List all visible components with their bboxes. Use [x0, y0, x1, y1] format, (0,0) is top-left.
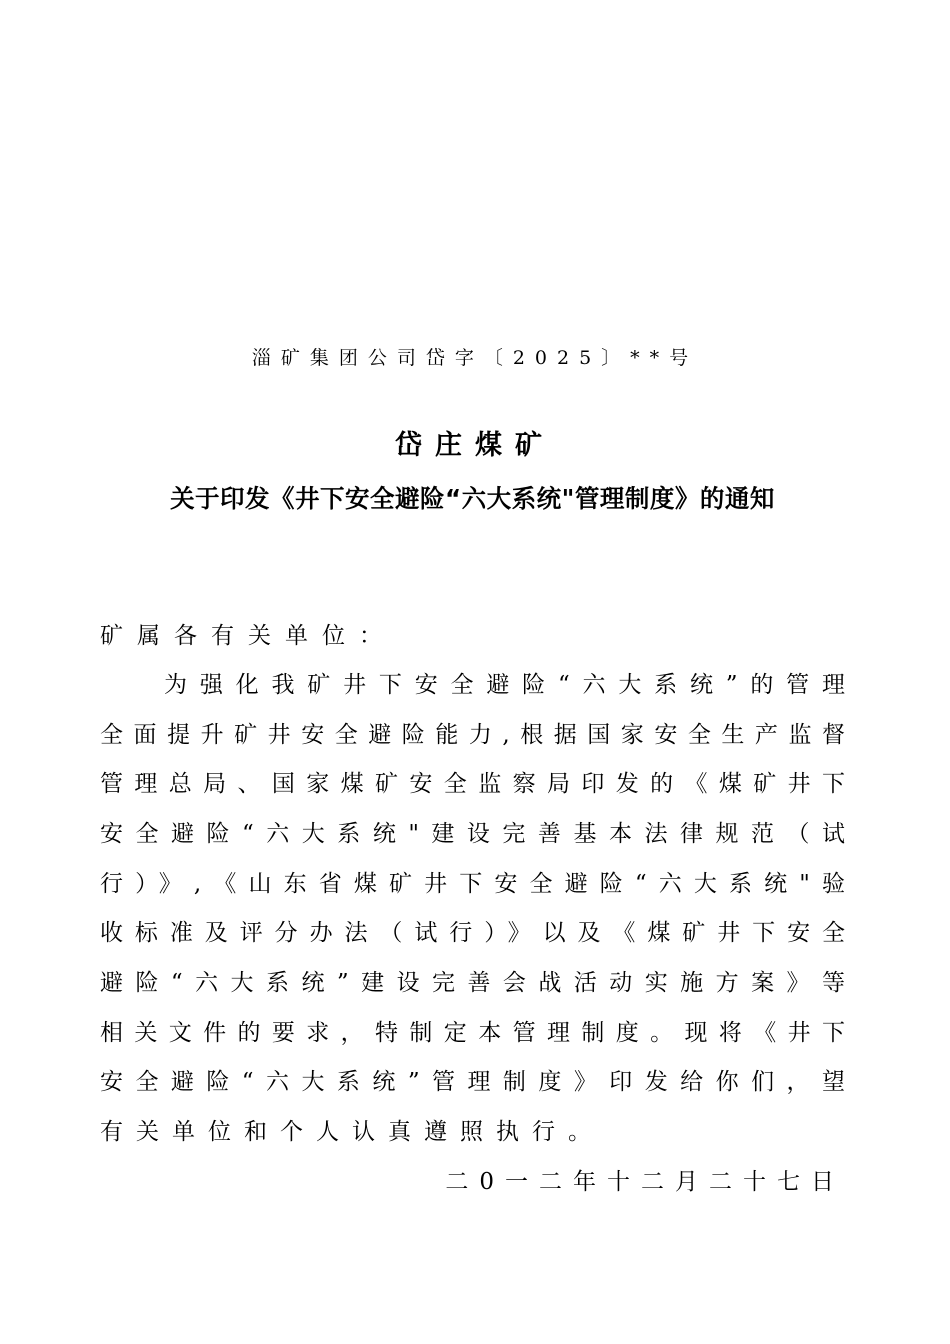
document-number: 淄矿集团公司岱字〔2025〕**号: [251, 347, 699, 369]
body-line-7: 避险“六大系统”建设完善会战活动实施方案》等: [100, 970, 845, 996]
document-title: 关于印发《井下安全避险“六大系统"管理制度》的通知: [170, 484, 775, 513]
body-line-1: 为强化我矿井下安全避险“六大系统”的管理: [164, 672, 845, 698]
body-line-8: 相关文件的要求，特制定本管理制度。现将《井下: [100, 1020, 845, 1046]
body-line-3: 管理总局、国家煤矿安全监察局印发的《煤矿井下: [100, 771, 845, 797]
body-line-6: 收标准及评分办法（试行）》以及《煤矿井下安全: [100, 920, 845, 946]
body-line-5: 行）》,《山东省煤矿井下安全避险“六大系统"验: [100, 871, 845, 897]
body-line-2: 全面提升矿井安全避险能力,根据国家安全生产监督: [100, 722, 845, 748]
body-line-9: 安全避险“六大系统”管理制度》印发给你们，望: [100, 1069, 845, 1095]
closing-line: 有关单位和个人认真遵照执行。: [100, 1119, 604, 1145]
issuer-name: 岱庄煤矿: [395, 430, 555, 461]
document-date: 二0一二年十二月二十七日: [445, 1169, 845, 1195]
body-line-4: 安全避险“六大系统"建设完善基本法律规范（试: [100, 821, 845, 847]
salutation: 矿属各有关单位：: [100, 623, 396, 649]
